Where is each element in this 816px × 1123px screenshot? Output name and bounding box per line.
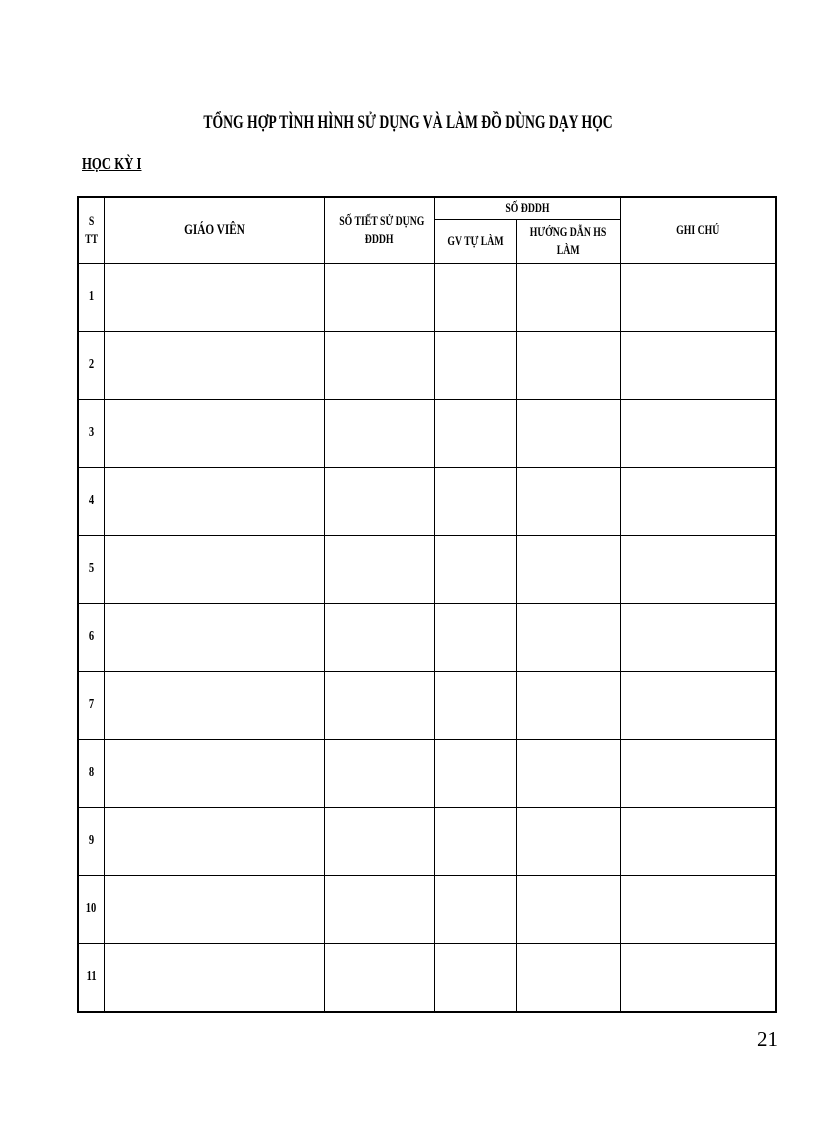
periods-cell[interactable] [324,467,434,535]
row-number: 6 [88,629,94,644]
notes-cell[interactable] [620,467,776,535]
row-number-cell [78,331,104,399]
table-row [78,875,776,943]
periods-cell[interactable] [324,807,434,875]
teacher-cell[interactable] [104,807,324,875]
teacher-made-cell[interactable] [434,807,516,875]
periods-cell[interactable] [324,875,434,943]
notes-cell[interactable] [620,603,776,671]
guided-cell[interactable] [516,671,620,739]
header-teacher [104,197,324,263]
table-row [78,399,776,467]
header-guided-line1: HƯỚNG DẪN HS [529,224,607,239]
row-number-cell [78,943,104,1012]
periods-cell[interactable] [324,263,434,331]
table-row [78,671,776,739]
row-number: 4 [88,493,94,508]
row-number-cell [78,467,104,535]
periods-cell[interactable] [324,603,434,671]
teacher-cell[interactable] [104,263,324,331]
row-number-cell [78,807,104,875]
header-notes-label: GHI CHÚ [676,222,720,238]
guided-cell[interactable] [516,603,620,671]
guided-cell[interactable] [516,807,620,875]
summary-table [77,196,777,1013]
notes-cell[interactable] [620,671,776,739]
teacher-made-cell[interactable] [434,739,516,807]
notes-cell[interactable] [620,739,776,807]
row-number-cell [78,875,104,943]
guided-cell[interactable] [516,467,620,535]
header-stt-line2: TT [84,231,98,247]
row-number-cell [78,399,104,467]
table-row [78,603,776,671]
row-number: 2 [88,357,94,372]
page-title: TỔNG HỢP TÌNH HÌNH SỬ DỤNG VÀ LÀM ĐỒ DÙNG DẠY HỌC [203,112,613,133]
table-row [78,943,776,1012]
teacher-made-cell[interactable] [434,331,516,399]
row-number-cell [78,739,104,807]
header-guided [516,219,620,263]
guided-cell[interactable] [516,535,620,603]
notes-cell[interactable] [620,943,776,1012]
header-periods-line2: ĐDDH [364,231,394,247]
header-stt-line1: S [88,213,94,229]
notes-cell[interactable] [620,331,776,399]
row-number: 3 [88,425,94,440]
header-stt [78,197,104,263]
header-periods-line1: SỐ TIẾT SỬ DỤNG [338,213,424,229]
teacher-cell[interactable] [104,467,324,535]
header-count-group [434,197,620,219]
notes-cell[interactable] [620,807,776,875]
notes-cell[interactable] [620,875,776,943]
header-guided-line2: LÀM [556,242,580,257]
teacher-cell[interactable] [104,603,324,671]
row-number-cell [78,263,104,331]
teacher-cell[interactable] [104,875,324,943]
teacher-made-cell[interactable] [434,671,516,739]
row-number: 8 [88,765,94,780]
table-row [78,739,776,807]
header-row-1 [78,197,776,219]
notes-cell[interactable] [620,535,776,603]
row-number-cell [78,535,104,603]
header-notes [620,197,776,263]
table-row [78,331,776,399]
guided-cell[interactable] [516,875,620,943]
table-row [78,535,776,603]
teacher-made-cell[interactable] [434,535,516,603]
header-teacher-label: GIÁO VIÊN [183,222,245,239]
row-number-cell [78,671,104,739]
teacher-made-cell[interactable] [434,943,516,1012]
page-number: 21 [757,1027,778,1051]
row-number: 10 [86,901,97,916]
periods-cell[interactable] [324,943,434,1012]
row-number: 5 [88,561,94,576]
teacher-made-cell[interactable] [434,603,516,671]
header-teacher-made [434,219,516,263]
guided-cell[interactable] [516,263,620,331]
periods-cell[interactable] [324,671,434,739]
notes-cell[interactable] [620,263,776,331]
teacher-made-cell[interactable] [434,467,516,535]
header-count-group-label: SỐ ĐDDH [504,200,550,216]
notes-cell[interactable] [620,399,776,467]
row-number: 1 [88,289,94,304]
teacher-made-cell[interactable] [434,875,516,943]
teacher-cell[interactable] [104,399,324,467]
teacher-cell[interactable] [104,331,324,399]
table-row [78,807,776,875]
row-number: 9 [88,833,94,848]
guided-cell[interactable] [516,739,620,807]
teacher-cell[interactable] [104,739,324,807]
header-teacher-made-label: GV TỰ LÀM [446,233,504,248]
teacher-cell[interactable] [104,535,324,603]
teacher-made-cell[interactable] [434,399,516,467]
row-number-cell [78,603,104,671]
guided-cell[interactable] [516,399,620,467]
teacher-cell[interactable] [104,943,324,1012]
periods-cell[interactable] [324,399,434,467]
table-row [78,263,776,331]
guided-cell[interactable] [516,943,620,1012]
periods-cell[interactable] [324,535,434,603]
periods-cell[interactable] [324,331,434,399]
table-row [78,467,776,535]
semester-label: HỌC KỲ I [82,154,142,173]
teacher-made-cell[interactable] [434,263,516,331]
row-number: 7 [88,697,94,712]
header-periods [324,197,434,263]
guided-cell[interactable] [516,331,620,399]
teacher-cell[interactable] [104,671,324,739]
periods-cell[interactable] [324,739,434,807]
row-number: 11 [86,969,97,984]
